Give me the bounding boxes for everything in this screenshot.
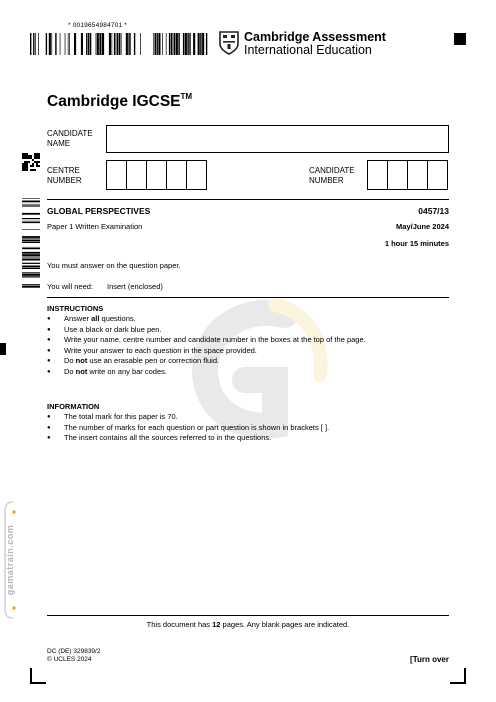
copyright: © UCLES 2024 [47,656,92,663]
centre-digit-box[interactable] [166,160,187,190]
centre-digit-box[interactable] [106,160,127,190]
list-item: ● Do not use an erasable pen or correction fluid. [47,356,449,367]
candidate-digit-box[interactable] [367,160,388,190]
list-item: ● Do not write on any bar codes. [47,367,449,378]
registration-mark-top-right [454,33,466,45]
list-item: ● The number of marks for each question or part question is shown in brackets [ ]. [47,423,449,434]
answer-note: You must answer on the question paper. [47,261,181,270]
page-count-note: This document has 12 pages. Any blank pages are indicated. [146,620,350,629]
candidate-digit-box[interactable] [407,160,428,190]
crop-mark-bottom-left [30,668,46,684]
subject-title: GLOBAL PERSPECTIVES [47,206,151,216]
list-item: ● The insert contains all the sources referred to in the questions. [47,433,449,444]
materials-value: Insert (enclosed) [107,282,163,291]
subject-code: 0457/13 [418,206,449,216]
side-barcode [22,196,40,290]
divider [47,199,449,200]
centre-number-label: CENTRE NUMBER [47,166,82,185]
crop-mark-bottom-right [450,668,466,684]
centre-digit-box[interactable] [126,160,147,190]
org-name-line1: Cambridge Assessment [244,30,386,44]
qualification-title [47,92,192,111]
centre-number-boxes [106,160,207,190]
centre-digit-box[interactable] [186,160,207,190]
top-barcode [30,33,208,55]
candidate-name-field[interactable] [106,125,449,153]
list-item: ● Use a black or dark blue pen. [47,325,449,336]
cambridge-crest-logo [217,30,247,56]
information-heading: INFORMATION [47,402,100,411]
candidate-digit-box[interactable] [387,160,408,190]
information-list [47,412,449,444]
list-item: ● Write your answer to each question in the space provided. [47,346,449,357]
candidate-number-label: CANDIDATE NUMBER [309,166,355,185]
materials-label: You will need: [47,282,94,291]
document-reference: DC (DE) 329839/2 [47,648,101,655]
turn-over: [Turn over [410,655,449,664]
qualification-name: Cambridge IGCSE [47,93,181,110]
exam-duration: 1 hour 15 minutes [384,239,449,248]
list-item: ● Answer all questions. [47,314,449,325]
watermark-side-text: gamatrain.com [5,524,15,596]
list-item: ● The total mark for this paper is 70. [47,412,449,423]
centre-digit-box[interactable] [146,160,167,190]
candidate-name-label: CANDIDATE NAME [47,129,93,148]
instructions-heading: INSTRUCTIONS [47,304,104,313]
candidate-number-boxes [367,160,448,190]
qr-code [22,153,40,171]
instructions-list [47,314,449,377]
org-name-line2: International Education [244,43,372,57]
divider [47,615,449,616]
registration-mark-left [0,343,6,355]
list-item: ● Write your name, centre number and candidate number in the boxes at the top of the page. [47,335,449,346]
paper-name: Paper 1 Written Examination [47,222,143,231]
candidate-digit-box[interactable] [427,160,448,190]
barcode-number: * 0019654984701 * [68,22,128,29]
exam-session: May/June 2024 [396,222,449,231]
trademark-symbol: TM [180,92,193,101]
